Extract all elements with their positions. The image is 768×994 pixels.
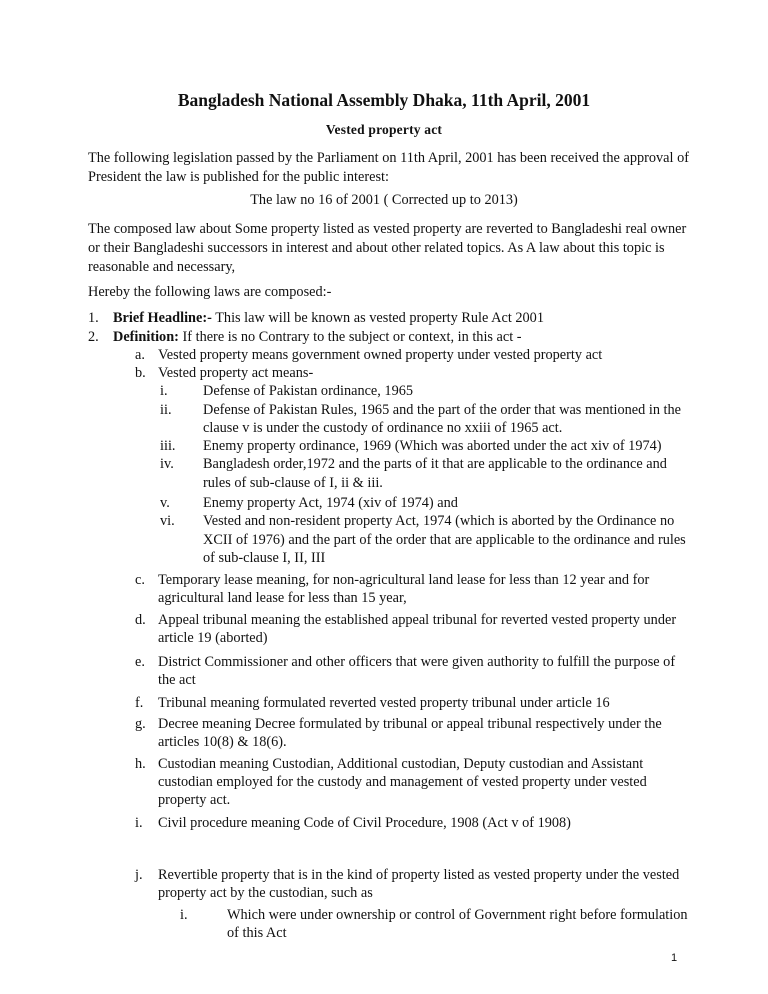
subdef-marker: iii. — [160, 438, 176, 454]
def-marker: g. — [135, 716, 146, 732]
document-subtitle: Vested property act — [325, 122, 443, 137]
section-number: 2. — [88, 329, 99, 345]
section-number: 1. — [88, 310, 99, 326]
def-marker: a. — [135, 347, 145, 363]
preamble-line: or their Bangladeshi successors in interest and about other related topics. As A law about this topic is — [88, 240, 665, 256]
def-c: Temporary lease meaning, for non-agricultural land lease for less than 12 year and for — [158, 572, 650, 588]
preamble-line: The composed law about Some property listed as vested property are reverted to Bangladeshi real owner — [88, 221, 687, 237]
subdef-marker: i. — [160, 383, 168, 399]
section-1 — [113, 309, 544, 327]
subdef-line: of sub-clause I, II, III — [203, 550, 326, 566]
subdef-marker: ii. — [160, 402, 172, 418]
def-h: property act. — [158, 792, 231, 808]
def-b: Vested property act means- — [158, 365, 314, 381]
subdef-line: of this Act — [227, 925, 287, 941]
subdef-line: XCII of 1976) and the part of the order that are applicable to the ordinance and rules — [203, 532, 686, 548]
def-g: articles 10(8) & 18(6). — [158, 734, 287, 750]
subdef-line: Bangladesh order,1972 and the parts of it that are applicable to the ordinance and — [203, 456, 667, 472]
def-h: custodian employed for the custody and management of vested property under vested — [158, 774, 647, 790]
intro-line: The following legislation passed by the Parliament on 11th April, 2001 has been received the approval of — [88, 150, 689, 166]
def-j: property act by the custodian, such as — [158, 885, 373, 901]
def-j: Revertible property that is in the kind of property listed as vested property under the vested — [158, 867, 680, 883]
subdef-marker: v. — [160, 495, 170, 511]
subdef-line: Defense of Pakistan ordinance, 1965 — [203, 383, 414, 399]
preamble-line: reasonable and necessary, — [88, 259, 236, 275]
subdef-line: Enemy property Act, 1974 (xiv of 1974) and — [203, 495, 458, 511]
subdef-line: Defense of Pakistan Rules, 1965 and the part of the order that was mentioned in the — [203, 402, 682, 418]
def-d: article 19 (aborted) — [158, 630, 268, 646]
subdef-line: Which were under ownership or control of Government right before formulation — [227, 907, 688, 923]
def-marker: e. — [135, 654, 145, 670]
def-g: Decree meaning Decree formulated by tribunal or appeal tribunal respectively under the — [158, 716, 662, 732]
def-marker: i. — [135, 815, 143, 831]
def-e: the act — [158, 672, 196, 688]
def-c: agricultural land lease for less than 15 year, — [158, 590, 407, 606]
def-marker: h. — [135, 756, 146, 772]
section-2 — [113, 328, 522, 346]
def-marker: d. — [135, 612, 146, 628]
subdef-marker: vi. — [160, 513, 175, 529]
law-number: The law no 16 of 2001 ( Corrected up to 2013) — [250, 192, 518, 208]
subdef-marker: i. — [180, 907, 188, 923]
def-marker: c. — [135, 572, 145, 588]
def-e: District Commissioner and other officers that were given authority to fulfill the purpose of — [158, 654, 676, 670]
subdef-line: rules of sub-clause of I, ii & iii. — [203, 475, 383, 491]
def-marker: f. — [135, 695, 144, 711]
section-text: If there is no Contrary to the subject or context, in this act - — [178, 329, 522, 345]
def-i: Civil procedure meaning Code of Civil Procedure, 1908 (Act v of 1908) — [158, 815, 571, 831]
subdef-line: Vested and non-resident property Act, 1974 (which is aborted by the Ordinance no — [203, 513, 675, 529]
page-number: 1 — [671, 952, 678, 964]
section-label: Brief Headline:- — [113, 310, 212, 326]
subdef-marker: iv. — [160, 456, 174, 472]
def-marker: b. — [135, 365, 146, 381]
def-a: Vested property means government owned property under vested property act — [158, 347, 603, 363]
subdef-line: clause v is under the custody of ordinance no xxiii of 1965 act. — [203, 420, 563, 436]
def-f: Tribunal meaning formulated reverted vested property tribunal under article 16 — [158, 695, 610, 711]
document-title: Bangladesh National Assembly Dhaka, 11th April, 2001 — [177, 90, 591, 110]
section-label: Definition: — [113, 329, 179, 345]
section-text: This law will be known as vested property Rule Act 2001 — [211, 310, 544, 326]
def-marker: j. — [135, 867, 143, 883]
def-d: Appeal tribunal meaning the established appeal tribunal for reverted vested property under — [158, 612, 677, 628]
hereby-line: Hereby the following laws are composed:- — [88, 284, 332, 300]
def-h: Custodian meaning Custodian, Additional custodian, Deputy custodian and Assistant — [158, 756, 644, 772]
intro-line: President the law is published for the public interest: — [88, 169, 389, 185]
subdef-line: Enemy property ordinance, 1969 (Which was aborted under the act xiv of 1974) — [203, 438, 662, 454]
